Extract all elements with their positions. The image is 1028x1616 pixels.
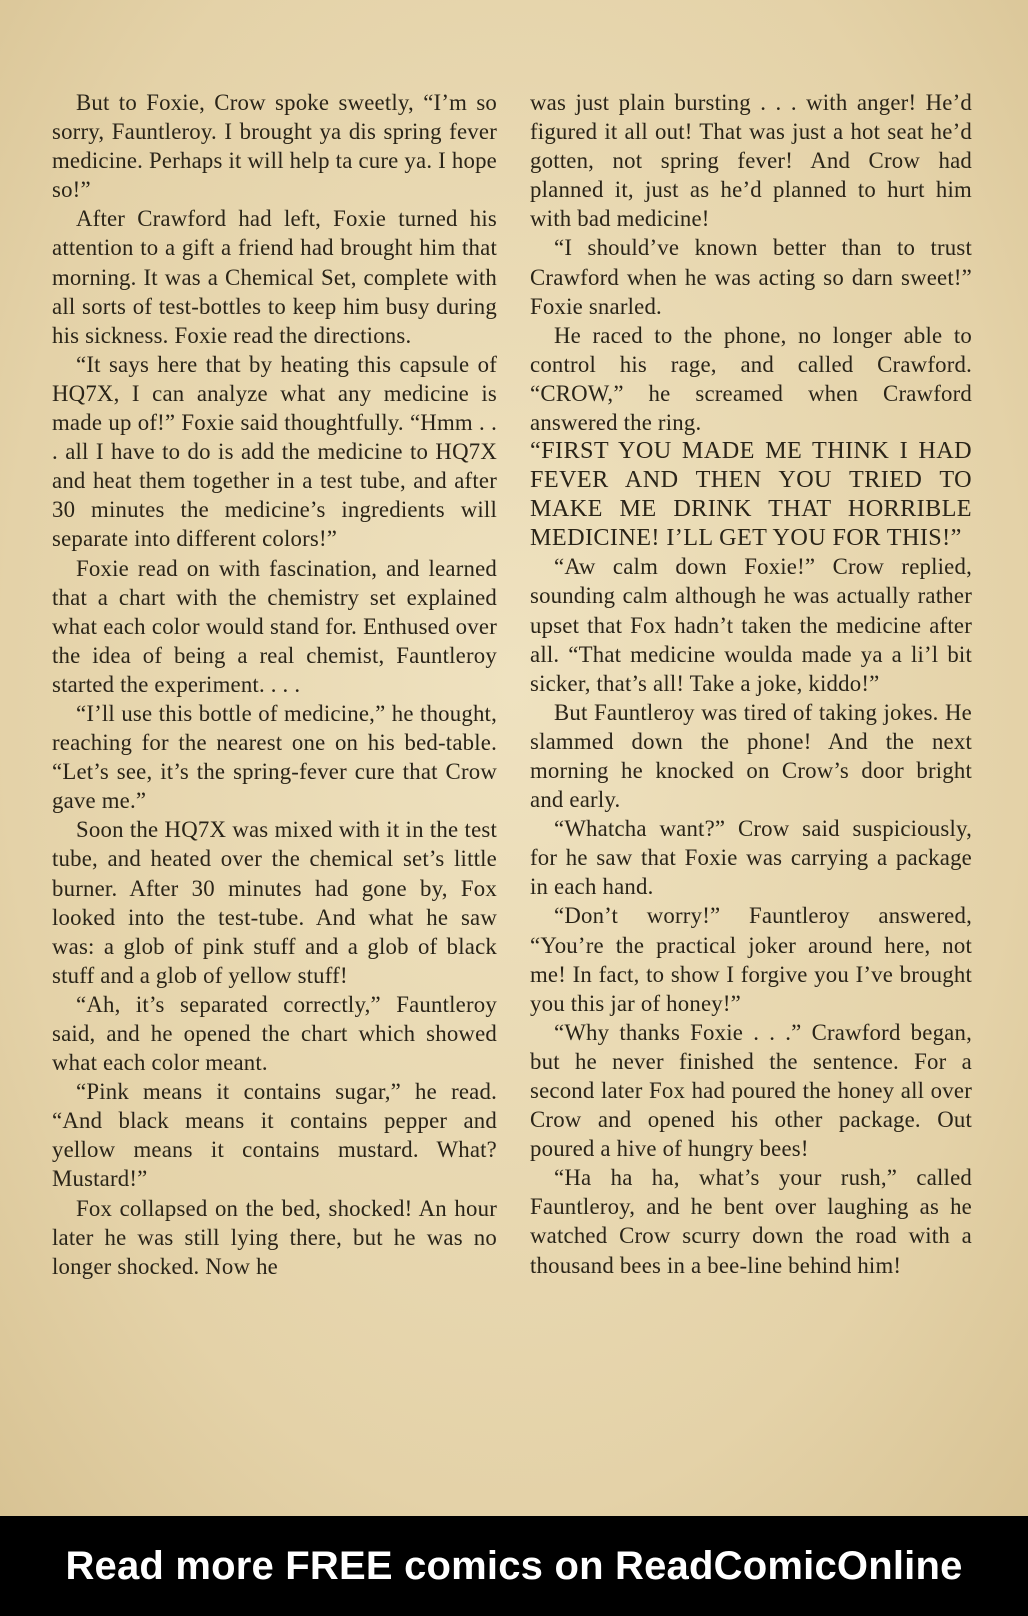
story-right-column <box>530 88 972 1280</box>
story-paragraph: Fox collapsed on the bed, shocked! An hour later he was still lying there, but he was no longer shocked. Now he <box>52 1195 497 1279</box>
story-paragraph: “Don’t worry!” Fauntleroy answered, “You’re the practical joker around here, not me! In fact, to show I forgive you I’ve brought you this jar of honey!” <box>530 903 972 1016</box>
story-paragraph: But Fauntleroy was tired of taking jokes. He slammed down the phone! And the next morning he knocked on Crow’s door bright and early. <box>530 699 972 813</box>
story-paragraph: Foxie read on with fascination, and learned that a chart with the chemistry set explained what each color would stand for. Enthused over the idea of being a real chemist, Fauntleroy started the experiment. . . . <box>52 555 497 697</box>
story-left-column <box>52 88 497 1281</box>
story-paragraph: “Pink means it contains sugar,” he read. “And black means it contains pepper and yellow means it contains mustard. What? Mustard!” <box>52 1079 497 1192</box>
story-paragraph: He raced to the phone, no longer able to control his rage, and called Crawford. “CROW,” he screamed when Crawford answered the ring. <box>530 322 972 436</box>
story-paragraph: After Crawford had left, Foxie turned his attention to a gift a friend had brought him that morning. It was a Chemical Set, complete with all sorts of test-bottles to keep him busy during his sickness. Foxie read the directions. <box>52 206 497 348</box>
story-paragraph: “I should’ve known better than to trust Crawford when he was acting so darn sweet!” Foxie snarled. <box>530 235 972 319</box>
story-shout-paragraph: “FIRST YOU MADE ME THINK I HAD FEVER AND THEN YOU TRIED TO MAKE ME DRINK THAT HORRIBLE MEDICINE! I’LL GET YOU FOR THIS!” <box>530 437 972 551</box>
promo-banner[interactable] <box>0 1516 1028 1616</box>
story-paragraph: “Whatcha want?” Crow said suspiciously, for he saw that Foxie was carrying a package in each hand. <box>530 816 972 900</box>
story-paragraph: “It says here that by heating this capsule of HQ7X, I can analyze what any medicine is made up of!” Foxie said thoughtfully. “Hmm . . . all I have to do is add the medicine to HQ7X and heat them together in a test tube, and after 30 minutes the medicine’s ingredients will separate into different colors!” <box>52 351 497 552</box>
story-paragraph: “I’ll use this bottle of medicine,” he thought, reaching for the nearest one on his bed-table. “Let’s see, it’s the spring-fever cure that Crow gave me.” <box>52 700 497 814</box>
story-paragraph: “Why thanks Foxie . . .” Crawford began, but he never finished the sentence. For a second later Fox had poured the honey all over Crow and opened his other package. Out poured a hive of hungry bees! <box>530 1019 972 1162</box>
story-paragraph: But to Foxie, Crow spoke sweetly, “I’m so sorry, Fauntleroy. I brought ya dis spring fever medicine. Perhaps it will help ta cure ya. I hope so!” <box>52 90 497 203</box>
story-paragraph: “Ha ha ha, what’s your rush,” called Fauntleroy, and he bent over laughing as he watched Crow scurry down the road with a thousand bees in a bee-line behind him! <box>530 1165 972 1278</box>
story-paragraph: Soon the HQ7X was mixed with it in the test tube, and heated over the chemical set’s little burner. After 30 minutes had gone by, Fox looked into the test-tube. And what he saw was: a glob of pink stuff and a glob of black stuff and a glob of yellow stuff! <box>52 817 497 988</box>
story-paragraph: “Aw calm down Foxie!” Crow replied, sounding calm although he was actually rather upset that Fox hadn’t taken the medicine after all. “That medicine woulda made ya a li’l bit sicker, that’s all! Take a joke, kiddo!” <box>530 554 972 696</box>
promo-banner-text[interactable]: Read more FREE comics on ReadComicOnline <box>65 1543 963 1588</box>
story-paragraph: “Ah, it’s separated correctly,” Fauntleroy said, and he opened the chart which showed what each color meant. <box>52 991 497 1076</box>
story-paragraph: was just plain bursting . . . with anger! He’d figured it all out! That was just a hot seat he’d gotten, not spring fever! And Crow had planned it, just as he’d planned to hurt him with bad medicine! <box>530 90 972 232</box>
